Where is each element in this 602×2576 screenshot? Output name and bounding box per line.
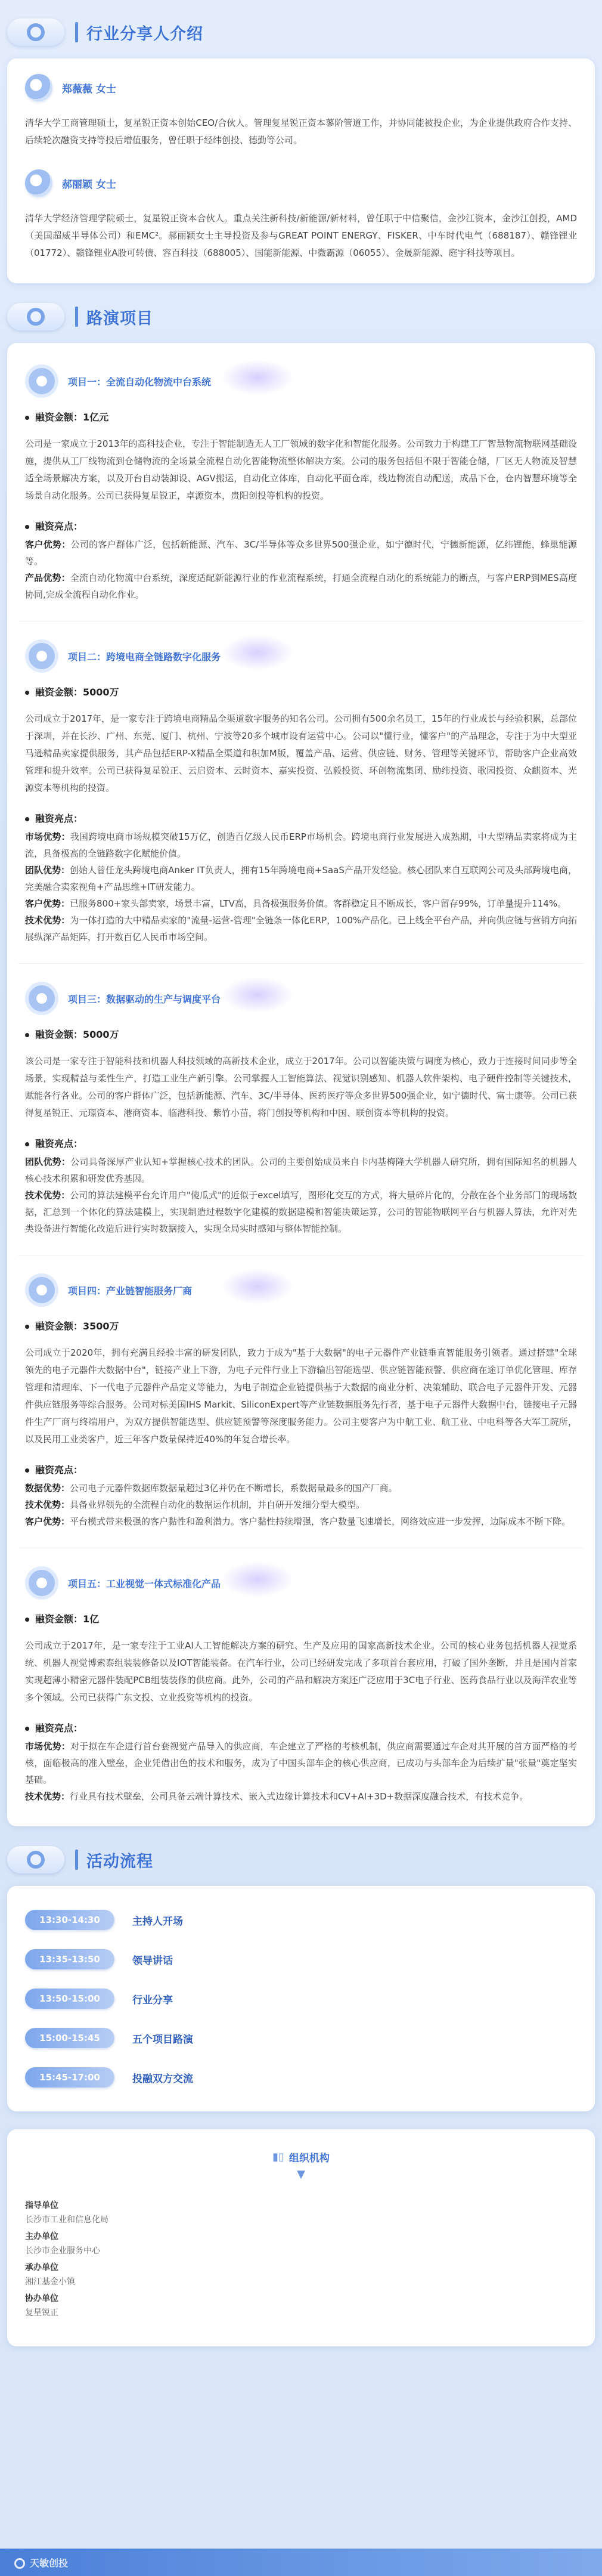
decorative-glow — [222, 360, 293, 395]
org-card — [7, 2129, 595, 2346]
schedule-row — [25, 2058, 577, 2097]
bullet-icon — [25, 691, 29, 695]
advantage-text: 我国跨境电商市场规模突破15万亿，创造百亿级人民币ERP市场机会。跨境电商行业发展进入成熟期，中大型精品卖家将成为主流，具备极高的全链路数字化赋能价值。 — [25, 831, 577, 859]
bullet-icon — [25, 1727, 29, 1731]
advantage-label: 技术优势： — [25, 1190, 70, 1201]
project-icon — [25, 639, 58, 673]
chevron-down-icon: ▼ — [297, 2168, 305, 2181]
section-pill-icon — [7, 1846, 64, 1873]
decorative-glow — [222, 1269, 293, 1304]
funding-amount-text: 融资金额：3500万 — [35, 1321, 119, 1332]
people-card — [7, 58, 595, 283]
person-profile — [25, 169, 577, 262]
project-intro: 公司是一家成立于2013年的高科技企业，专注于智能制造无人工厂领域的数字化和智能化服务。公司致力于构建工厂智慧物流物联网基础设施，提供从工厂线物流到仓储物流的全场景全流程自动化智能物流整体解决方案。公司的服务包括但不限于智能仓储，厂区无人物流及智慧适全场景解决方案，以及开台自动装卸设、AGV搬运，自动化立体库，自动化平面仓库，线边物流自动配送，成品下仓，仓内智慧环境等全场景自动化服务。公司已获得复星锐正，卓源资本，贵阳创投等机构的投资。 — [25, 438, 577, 501]
advantage-item — [25, 1496, 577, 1513]
person-name: 郑薇薇 女士 — [62, 83, 116, 95]
advantage-label: 客户优势： — [25, 1516, 70, 1527]
schedule-time: 13:30-14:30 — [25, 1910, 114, 1930]
project-header — [25, 1566, 577, 1600]
org-item — [25, 2260, 577, 2289]
org-value: 长沙市工业和信息化局 — [25, 2215, 108, 2225]
advantage-label: 技术优势： — [25, 1791, 70, 1802]
advantage-text: 公司具备深厚产业认知+掌握核心技术的团队。公司的主要创始成员来自卡内基梅隆大学机器人研究所，拥有国际知名的机器人核心技术积累和研发优秀基因。 — [25, 1156, 577, 1184]
project-icon — [25, 364, 58, 398]
section-divider — [75, 1850, 78, 1870]
advantage-label: 市场优势： — [25, 1741, 70, 1752]
advantage-label: 市场优势： — [25, 831, 70, 842]
advantage-item — [25, 828, 577, 862]
funding-amount-text: 融资金额：1亿元 — [35, 412, 109, 423]
schedule-row — [25, 1979, 577, 2018]
project-header — [25, 1273, 577, 1307]
org-label: 协办单位 — [25, 2294, 58, 2303]
core-advantage-heading: 融资亮点： — [25, 519, 577, 533]
person-bio: 清华大学经济管理学院硕士，复星锐正资本合伙人。重点关注新科技/新能源/新材料，曾任职于中信聚信，金沙江资本，金沙江创投，AMD（美国超威半导体公司）和EMC²。郝丽颖女士主导投资及参与GREAT POINT ENERGY、FISKER、中车时代电气（688187）、赣锋锂业（01772）、赣锋锂业A股可转债、容百科技（688005）、国能新能源、中微霸源（06055）、金晟新能源、庭宇科技等项目。 — [25, 213, 577, 258]
person-header — [25, 74, 577, 101]
advantage-label: 技术优势： — [25, 915, 70, 926]
advantage-label: 团队优势： — [25, 865, 70, 876]
advantage-text: 全流自动化物流中台系统，深度适配新能源行业的作业流程系统，打通全流程自动化的系统能力的断点，与客户ERP到MES高度协同,完成全流程自动化作业。 — [25, 573, 577, 600]
core-advantage-heading: 融资亮点： — [25, 811, 577, 825]
funding-amount-text: 融资金额：5000万 — [35, 1029, 119, 1040]
advantage-text: 对于拟在车企进行首台套视觉产品导入的供应商，车企建立了严格的考核机制，供应商需要通过车企对其开展的首方面严格的考核，面临极高的准入壁垒，企业凭借出色的技术和服务，成为了中国头部车企的核心供应商，已成功与头部车企为后续扩量"张量"奠定坚实基础。 — [25, 1741, 577, 1785]
funding-amount-text: 融资金额：5000万 — [35, 686, 119, 698]
core-advantage-heading: 融资亮点： — [25, 1136, 577, 1150]
advantage-text: 为一体打造的大中精品卖家的"流量-运营-管理"全链条一体化ERP，100%产品化。已上线全平台产品，并向供应链与营销方向拓展纵深产品矩阵，打开数百亿人民币市场空间。 — [25, 915, 577, 942]
advantage-label: 数据优势： — [25, 1483, 70, 1493]
project-block — [18, 347, 584, 621]
org-item — [25, 2198, 577, 2227]
advantage-item — [25, 1788, 577, 1805]
project-title: 项目二：跨境电商全链路数字化服务 — [68, 651, 221, 663]
section-pill-icon — [7, 18, 64, 46]
advantage-text: 公司的客户群体广泛，包括新能源、汽车、3C/半导体等众多世界500强企业，如宁德时代，宁德新能源，亿纬锂能，蜂巢能源等。 — [25, 539, 577, 567]
avatar-icon — [25, 169, 52, 197]
project-intro: 公司成立于2017年，是一家专注于工业AI人工智能解决方案的研究、生产及应用的国家高新技术企业。公司的核心业务包括机器人视觉系统、机器人视觉博索泰组装装修备以及IOT智能装备。在汽车行业，公司已经研发完成了多项首台套应用，打破了国外垄断，并且是国内首家实现超薄小精密元器件装配PCB组装装修的供应商。此外，公司的产品和解决方案还广泛应用于3C电子行业、医药食品行业以及海洋农业等多个领域。公司已获得广东文投、立业投资等机构的投资。 — [25, 1640, 577, 1703]
avatar-icon — [25, 74, 52, 101]
advantage-label: 产品优势： — [25, 573, 70, 583]
section-title: 行业分享人介绍 — [86, 24, 203, 44]
org-value: 长沙市企业服务中心 — [25, 2246, 100, 2256]
org-label: 承办单位 — [25, 2263, 58, 2272]
decorative-glow — [222, 635, 293, 670]
advantage-item — [25, 536, 577, 570]
section-divider — [75, 22, 78, 42]
section-title: 活动流程 — [86, 1852, 153, 1871]
advantage-text: 行业具有技术壁垒，公司具备云端计算技术、嵌入式边缘计算技术和CV+AI+3D+数据深度融合技术，有技术竞争。 — [70, 1791, 529, 1802]
bullet-icon — [25, 1325, 29, 1329]
schedule-item: 投融双方交流 — [132, 2073, 193, 2085]
project-intro: 公司成立于2017年，是一家专注于跨境电商精品全渠道数字服务的知名公司。公司拥有500余名员工，15年的行业成长与经验积累，总部位于深圳，并在长沙、广州、东莞、厦门、杭州、宁波等20多个城市设有运营中心。公司以"懂行业，懂客户"的产品理念，专注于为中大型亚马逊精品卖家提供服务，其产品包括ERP-X精品全渠道和积加M版，覆盖产品、运营、供应链、财务、管理等关键环节，帮助客户企业高效管理和提升效率。公司已获得复星锐正、云启资本、云时资本、嘉实投资、弘毅投资、环创物流集团、励纬投资、歌园投资、众麒资本、光源资本等机构的投资。 — [25, 713, 577, 793]
org-value: 湘江基金小镇 — [25, 2277, 75, 2287]
section-divider — [75, 307, 78, 327]
advantage-label: 团队优势： — [25, 1156, 71, 1167]
advantage-text: 公司电子元器件数据库数据量超过3亿并仍在不断增长，系数据量最多的国产厂商。 — [70, 1483, 398, 1493]
bullet-icon — [25, 1468, 29, 1473]
advantage-item — [25, 862, 577, 895]
building-icon: ▮▯ — [272, 2151, 284, 2163]
project-title: 项目三：数据驱动的生产与调度平台 — [68, 993, 221, 1005]
org-list — [25, 2198, 577, 2320]
project-intro: 公司成立于2020年，拥有充满且经验丰富的研发团队，致力于成为"基于大数据"的电子元器件产业链垂直智能服务引领者。通过搭建"全球领先的电子元器件大数据中台"，链接产业上下游，为电子元件行业上下游输出智能选型、供应链智能预警、供应商在途订单优化管理、库存管理和清理库、下一代电子元器件产品定义等能力，为电子制造企业链提供基于大数据的商业分析、决策辅助、联合电子元器件开发、元器件供应链服务等综合服务。公司对标美国IHS Markit、SiliconExpert等产业链数据服务先行者，基于电子元器件大数据中台，链接电子元器件生产厂商与终端用户，为双方提供智能选型、供应链预警等深度服务能力。公司主要客户为中航工业、航工业、中电科等各大军工院所，以及民用工业类客户，近三年客户数量保持近40%的年复合增长率。 — [25, 1347, 577, 1445]
person-name: 郝丽颖 女士 — [62, 178, 116, 191]
advantage-text: 具备业界领先的全流程自动化的数据运作机制，并自研开发细分型大模型。 — [70, 1499, 365, 1510]
advantage-item — [25, 912, 577, 945]
project-icon — [25, 1273, 58, 1307]
project-intro: 该公司是一家专注于智能科技和机器人科技领域的高新技术企业，成立于2017年。公司以智能决策与调度为核心，致力于连接时间同步等全场景，实现精益与柔性生产，打造工业生产新引擎。公司掌握人工智能算法、视觉识别感知、机器人软件架构、电子硬件控制等关键技术，赋能各行各业。公司的客户群体广泛，包括新能源、汽车、3C/半导体、医药医疗等众多世界500强企业，如宁德时代、富士康等。公司已获得复星锐正、元璟资本、港商资本、临港科投、紫竹小苗，将门创投等机构和中国、联创资本等机构的投资。 — [25, 1056, 577, 1118]
funding-amount — [25, 1612, 577, 1625]
org-title: 组织机构 — [288, 2153, 330, 2164]
org-label: 指导单位 — [25, 2201, 58, 2210]
person-header — [25, 169, 577, 197]
advantage-item — [25, 1154, 577, 1187]
project-block — [18, 621, 584, 964]
bullet-icon — [25, 1142, 29, 1146]
bullet-icon — [25, 416, 29, 420]
core-advantage-heading: 融资亮点： — [25, 1721, 577, 1734]
schedule-item: 行业分享 — [132, 1994, 173, 2006]
schedule-item: 领导讲话 — [132, 1955, 173, 1967]
project-block — [18, 964, 584, 1255]
project-block — [18, 1255, 584, 1548]
schedule-item: 主持人开场 — [132, 1915, 183, 1928]
schedule-row — [25, 1940, 577, 1979]
section-header-intro — [7, 14, 602, 50]
project-header — [25, 639, 577, 673]
bullet-icon — [25, 525, 29, 529]
project-icon — [25, 1566, 58, 1600]
schedule-time: 13:35-13:50 — [25, 1949, 114, 1969]
bullet-icon — [25, 1033, 29, 1037]
org-item — [25, 2292, 577, 2320]
bullet-icon — [25, 817, 29, 821]
bullet-icon — [25, 1618, 29, 1622]
person-bio: 清华大学工商管理硕士，复星锐正资本创始CEO/合伙人。管理复星锐正资本蓼阶管道工作，并协同能被投企业，为企业提供政府合作支持、后续轮次融资支持等投后增值服务，曾任职于经纬创投、德勤等公司。 — [25, 117, 577, 146]
footer-logo-text: 天敏创投 — [30, 2557, 69, 2569]
schedule-time: 13:50-15:00 — [25, 1989, 114, 2009]
footer-bar — [0, 2549, 602, 2576]
project-title: 项目四：产业链智能服务厂商 — [68, 1285, 193, 1297]
schedule-time: 15:45-17:00 — [25, 2067, 114, 2088]
org-header — [25, 2150, 577, 2164]
section-title: 路演项目 — [86, 309, 153, 328]
logo-icon — [14, 2558, 25, 2569]
schedule-card — [7, 1886, 595, 2111]
advantage-label: 客户优势： — [25, 539, 71, 550]
schedule-item: 五个项目路演 — [132, 2033, 193, 2046]
project-title: 项目五：工业视觉一体式标准化产品 — [68, 1578, 221, 1589]
advantage-label: 技术优势： — [25, 1499, 70, 1510]
project-header — [25, 982, 577, 1015]
project-icon — [25, 982, 58, 1015]
project-block — [18, 1548, 584, 1823]
funding-amount — [25, 1319, 577, 1332]
advantage-item — [25, 1738, 577, 1788]
schedule-row — [25, 1900, 577, 1940]
org-item — [25, 2229, 577, 2258]
org-value: 复星锐正 — [25, 2308, 58, 2318]
schedule-row — [25, 2018, 577, 2058]
funding-amount — [25, 685, 577, 698]
section-header-flow — [7, 1842, 602, 1878]
advantage-text: 平台模式带来极强的客户黏性和盈利潜力。客户黏性持续增强，客户数量飞速增长，网络效应进一步发挥，边际成本不断下降。 — [70, 1516, 571, 1527]
advantage-text: 已服务800+家头部卖家，场景丰富，LTV高，具备极强服务价值。客群稳定且不断成长，客户留存99%，订单量提升114%。 — [70, 898, 567, 909]
person-profile — [25, 74, 577, 149]
decorative-glow — [222, 977, 293, 1013]
funding-amount-text: 融资金额：1亿 — [35, 1613, 100, 1625]
section-pill-icon — [7, 303, 64, 330]
advantage-label: 客户优势： — [25, 898, 70, 909]
section-header-projects — [7, 299, 602, 335]
advantage-text: 公司的算法建模平台允许用户"傻瓜式"的近似于excel填写，图形化交互的方式，将大量碎片化的，分散在各个业务部门的现场数据，汇总到一个体化的算法建模上，实现制造过程数字化建模的数据建模和智能决策运算，公司的智能物联网平台与机器人算法，允许对先类设备进行智能化改造后进行实时数据接入，实现全局实时感知与整体智能控制。 — [25, 1190, 577, 1234]
advantage-text: 创始人曾任龙头跨境电商Anker IT负责人，拥有15年跨境电商+SaaS产品开发经验。核心团队来自互联网公司及头部跨境电商，完美融合卖家视角+产品思维+IT研发能力。 — [25, 865, 577, 892]
org-label: 主办单位 — [25, 2232, 58, 2241]
advantage-item — [25, 570, 577, 603]
advantage-item — [25, 1187, 577, 1237]
advantage-item — [25, 1513, 577, 1530]
project-title: 项目一：全流自动化物流中台系统 — [68, 376, 212, 388]
core-advantage-heading: 融资亮点： — [25, 1462, 577, 1476]
project-header — [25, 364, 577, 398]
advantage-item — [25, 1480, 577, 1496]
footer-logo — [14, 2556, 68, 2569]
decorative-glow — [222, 1561, 293, 1597]
projects-card — [7, 343, 595, 1826]
schedule-time: 15:00-15:45 — [25, 2028, 114, 2048]
advantage-item — [25, 895, 577, 912]
funding-amount — [25, 410, 577, 423]
funding-amount — [25, 1027, 577, 1041]
